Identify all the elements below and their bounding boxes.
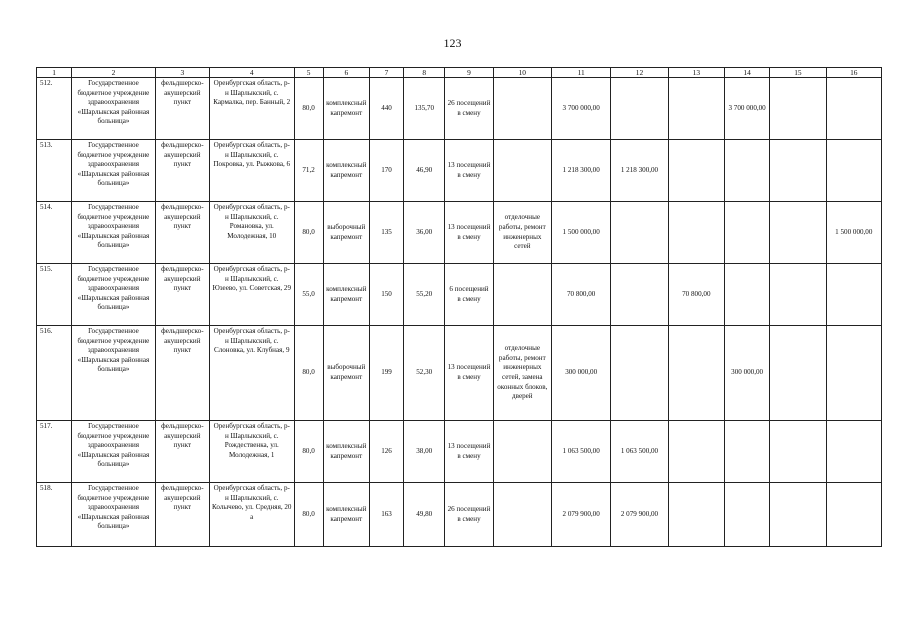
facility-type: фельдшерско-акушерский пункт xyxy=(155,202,209,264)
row-number: 514. xyxy=(37,202,72,264)
work-description: отделочные работы, ремонт инженерных сетей xyxy=(493,202,551,264)
facility-type: фельдшерско-акушерский пункт xyxy=(155,326,209,421)
cell-col14: 3 700 000,00 xyxy=(724,78,769,140)
column-header: 6 xyxy=(323,68,369,78)
facility-type: фельдшерско-акушерский пункт xyxy=(155,78,209,140)
column-header: 2 xyxy=(72,68,155,78)
work-type: комплексный капремонт xyxy=(323,483,369,547)
column-header: 7 xyxy=(369,68,403,78)
cell-col15 xyxy=(770,140,826,202)
facility-address: Оренбургская область, р-н Шарлыкский, с. Покровка, ул. Рыжкова, 6 xyxy=(210,140,295,202)
cell-col5: 80,0 xyxy=(294,202,323,264)
cell-col7: 135 xyxy=(369,202,403,264)
cell-col16 xyxy=(826,483,881,547)
cell-col12 xyxy=(611,78,668,140)
facility-type: фельдшерско-акушерский пункт xyxy=(155,140,209,202)
capacity: 13 посещений в смену xyxy=(445,421,493,483)
row-number: 512. xyxy=(37,78,72,140)
cell-col5: 80,0 xyxy=(294,78,323,140)
cell-col15 xyxy=(770,264,826,326)
institution-name: Государственное бюджетное учреждение здравоохранения «Шарлыкская районная больница» xyxy=(72,78,155,140)
column-header: 13 xyxy=(668,68,724,78)
institution-name: Государственное бюджетное учреждение здравоохранения «Шарлыкская районная больница» xyxy=(72,140,155,202)
column-header: 12 xyxy=(611,68,668,78)
cell-col11: 3 700 000,00 xyxy=(551,78,610,140)
cell-col13 xyxy=(668,326,724,421)
cell-col7: 150 xyxy=(369,264,403,326)
work-description xyxy=(493,264,551,326)
column-header: 3 xyxy=(155,68,209,78)
cell-col8: 38,00 xyxy=(404,421,445,483)
cell-col14 xyxy=(724,483,769,547)
facility-address: Оренбургская область, р-н Шарлыкский, с. Романовка, ул. Молодежная, 10 xyxy=(210,202,295,264)
column-header: 15 xyxy=(770,68,826,78)
work-type: комплексный капремонт xyxy=(323,264,369,326)
row-number: 517. xyxy=(37,421,72,483)
table-row xyxy=(37,483,882,547)
cell-col11: 2 079 900,00 xyxy=(551,483,610,547)
column-header: 11 xyxy=(551,68,610,78)
facility-address: Оренбургская область, р-н Шарлыкский, с. Юзеево, ул. Советская, 29 xyxy=(210,264,295,326)
table-row xyxy=(37,202,882,264)
cell-col13 xyxy=(668,140,724,202)
cell-col14 xyxy=(724,421,769,483)
work-type: выборочный капремонт xyxy=(323,202,369,264)
cell-col7: 199 xyxy=(369,326,403,421)
cell-col8: 55,20 xyxy=(404,264,445,326)
capacity: 13 посещений в смену xyxy=(445,202,493,264)
cell-col13 xyxy=(668,202,724,264)
cell-col7: 170 xyxy=(369,140,403,202)
cell-col12 xyxy=(611,264,668,326)
capacity: 13 посещений в смену xyxy=(445,326,493,421)
column-header: 9 xyxy=(445,68,493,78)
cell-col5: 71,2 xyxy=(294,140,323,202)
cell-col7: 440 xyxy=(369,78,403,140)
work-description xyxy=(493,140,551,202)
institution-name: Государственное бюджетное учреждение здравоохранения «Шарлыкская районная больница» xyxy=(72,202,155,264)
cell-col16: 1 500 000,00 xyxy=(826,202,881,264)
cell-col12: 2 079 900,00 xyxy=(611,483,668,547)
institution-name: Государственное бюджетное учреждение здравоохранения «Шарлыкская районная больница» xyxy=(72,421,155,483)
column-number-row xyxy=(37,68,882,78)
cell-col11: 300 000,00 xyxy=(551,326,610,421)
work-type: комплексный капремонт xyxy=(323,140,369,202)
cell-col5: 55,0 xyxy=(294,264,323,326)
work-description xyxy=(493,483,551,547)
cell-col13 xyxy=(668,78,724,140)
cell-col16 xyxy=(826,326,881,421)
cell-col13: 70 800,00 xyxy=(668,264,724,326)
facility-address: Оренбургская область, р-н Шарлыкский, с. Кармалка, пер. Банный, 2 xyxy=(210,78,295,140)
facility-type: фельдшерско-акушерский пункт xyxy=(155,264,209,326)
row-number: 515. xyxy=(37,264,72,326)
cell-col8: 46,90 xyxy=(404,140,445,202)
cell-col11: 1 218 300,00 xyxy=(551,140,610,202)
cell-col13 xyxy=(668,421,724,483)
capacity: 13 посещений в смену xyxy=(445,140,493,202)
row-number: 516. xyxy=(37,326,72,421)
facility-address: Оренбургская область, р-н Шарлыкский, с. Слоновка, ул. Клубная, 9 xyxy=(210,326,295,421)
cell-col16 xyxy=(826,78,881,140)
cell-col15 xyxy=(770,421,826,483)
cell-col7: 163 xyxy=(369,483,403,547)
cell-col12: 1 218 300,00 xyxy=(611,140,668,202)
row-number: 513. xyxy=(37,140,72,202)
cell-col11: 1 500 000,00 xyxy=(551,202,610,264)
cell-col5: 80,0 xyxy=(294,421,323,483)
column-header: 1 xyxy=(37,68,72,78)
cell-col15 xyxy=(770,78,826,140)
cell-col5: 80,0 xyxy=(294,483,323,547)
facility-address: Оренбургская область, р-н Шарлыкский, с. Рождественка, ул. Молодежная, 1 xyxy=(210,421,295,483)
institution-name: Государственное бюджетное учреждение здравоохранения «Шарлыкская районная больница» xyxy=(72,264,155,326)
column-header: 5 xyxy=(294,68,323,78)
work-type: комплексный капремонт xyxy=(323,78,369,140)
facility-type: фельдшерско-акушерский пункт xyxy=(155,483,209,547)
table-row xyxy=(37,421,882,483)
column-header: 16 xyxy=(826,68,881,78)
column-header: 14 xyxy=(724,68,769,78)
table-row xyxy=(37,264,882,326)
work-type: комплексный капремонт xyxy=(323,421,369,483)
cell-col11: 70 800,00 xyxy=(551,264,610,326)
facility-address: Оренбургская область, р-н Шарлыкский, с. Колычево, ул. Средняя, 20 а xyxy=(210,483,295,547)
cell-col16 xyxy=(826,264,881,326)
column-header: 4 xyxy=(210,68,295,78)
cell-col5: 80,0 xyxy=(294,326,323,421)
cell-col7: 126 xyxy=(369,421,403,483)
cell-col16 xyxy=(826,140,881,202)
cell-col11: 1 063 500,00 xyxy=(551,421,610,483)
cell-col14: 300 000,00 xyxy=(724,326,769,421)
cell-col8: 36,00 xyxy=(404,202,445,264)
work-description: отделочные работы, ремонт инженерных сетей, замена оконных блоков, дверей xyxy=(493,326,551,421)
capacity: 6 посещений в смену xyxy=(445,264,493,326)
table-row xyxy=(37,140,882,202)
table-row xyxy=(37,326,882,421)
row-number: 518. xyxy=(37,483,72,547)
cell-col12 xyxy=(611,202,668,264)
work-type: выборочный капремонт xyxy=(323,326,369,421)
cell-col12 xyxy=(611,326,668,421)
institution-name: Государственное бюджетное учреждение здравоохранения «Шарлыкская районная больница» xyxy=(72,326,155,421)
cell-col14 xyxy=(724,202,769,264)
cell-col14 xyxy=(724,140,769,202)
cell-col15 xyxy=(770,326,826,421)
capacity: 26 посещений в смену xyxy=(445,483,493,547)
institution-name: Государственное бюджетное учреждение здравоохранения «Шарлыкская районная больница» xyxy=(72,483,155,547)
cell-col16 xyxy=(826,421,881,483)
capacity: 26 посещений в смену xyxy=(445,78,493,140)
column-header: 8 xyxy=(404,68,445,78)
cell-col8: 49,80 xyxy=(404,483,445,547)
page-number: 123 xyxy=(443,36,462,50)
work-description xyxy=(493,78,551,140)
work-description xyxy=(493,421,551,483)
repair-program-table xyxy=(36,67,882,547)
column-header: 10 xyxy=(493,68,551,78)
cell-col8: 135,70 xyxy=(404,78,445,140)
facility-type: фельдшерско-акушерский пункт xyxy=(155,421,209,483)
cell-col8: 52,30 xyxy=(404,326,445,421)
cell-col13 xyxy=(668,483,724,547)
table-row xyxy=(37,78,882,140)
cell-col15 xyxy=(770,202,826,264)
cell-col15 xyxy=(770,483,826,547)
cell-col12: 1 063 500,00 xyxy=(611,421,668,483)
cell-col14 xyxy=(724,264,769,326)
